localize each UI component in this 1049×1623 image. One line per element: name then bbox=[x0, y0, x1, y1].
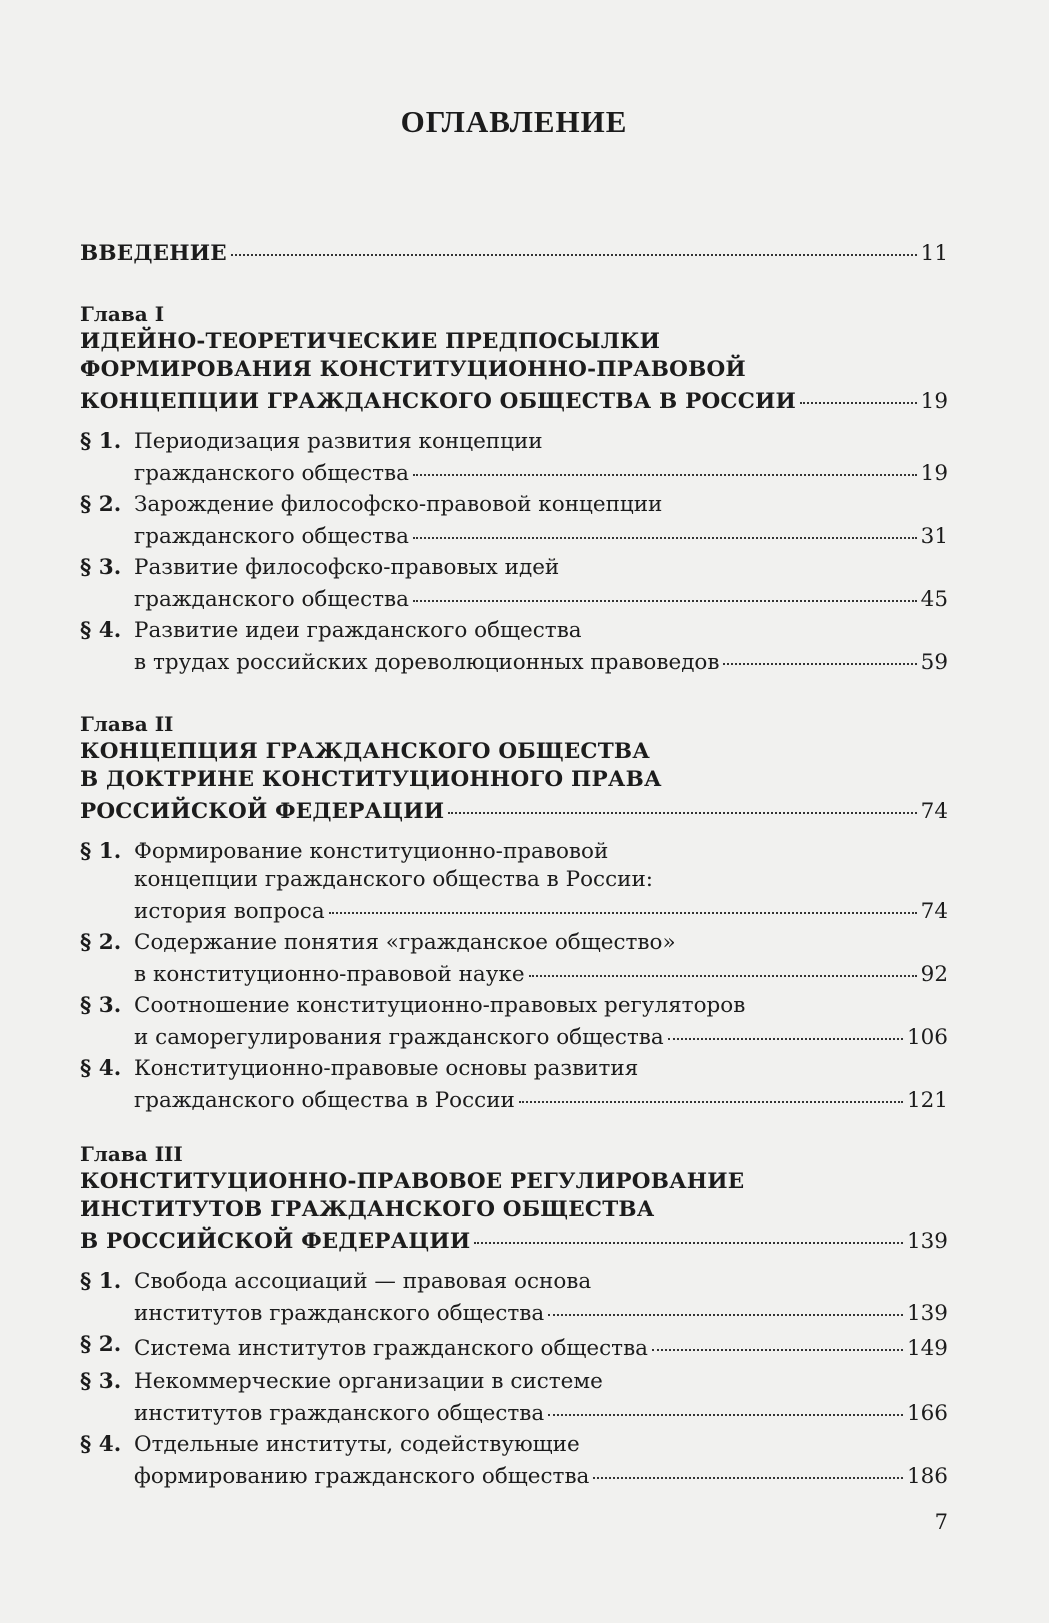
dot-leader bbox=[413, 515, 917, 539]
chapter-page: 19 bbox=[920, 389, 948, 414]
section-page: 186 bbox=[906, 1464, 948, 1489]
section-title-line: в трудах российских дореволюционных правоведов bbox=[134, 650, 720, 675]
dot-leader bbox=[519, 1079, 903, 1103]
toc-intro[interactable] bbox=[80, 236, 948, 268]
section-title-line: гражданского общества bbox=[134, 524, 409, 549]
section-page: 31 bbox=[920, 524, 948, 549]
chapter-2[interactable] bbox=[80, 710, 948, 826]
section-title-line: Соотношение конституционно-правовых регуляторов bbox=[134, 993, 746, 1018]
chapter-page: 74 bbox=[920, 799, 948, 824]
dot-leader bbox=[529, 953, 917, 977]
section-title-line: Система институтов гражданского общества bbox=[134, 1336, 648, 1361]
section-page: 59 bbox=[920, 650, 948, 675]
section-title-line: Развитие философско-правовых идей bbox=[134, 555, 560, 580]
chapter-title-line: ИНСТИТУТОВ ГРАЖДАНСКОГО ОБЩЕСТВА bbox=[80, 1197, 655, 1222]
section-number: § 4. bbox=[80, 1432, 122, 1457]
chapter-title-line: ФОРМИРОВАНИЯ КОНСТИТУЦИОННО-ПРАВОВОЙ bbox=[80, 357, 746, 382]
section-number: § 2. bbox=[80, 1332, 122, 1357]
chapter-label: Глава III bbox=[80, 1142, 183, 1166]
section-title-line: Периодизация развития концепции bbox=[134, 429, 543, 454]
section-title-line: формированию гражданского общества bbox=[134, 1464, 590, 1489]
dot-leader bbox=[548, 1392, 903, 1416]
section-title-line: институтов гражданского общества bbox=[134, 1401, 545, 1426]
dot-leader bbox=[723, 641, 916, 665]
section-title-line: Содержание понятия «гражданское общество» bbox=[134, 930, 676, 955]
section-2-4[interactable] bbox=[80, 1055, 948, 1115]
chapter-title-line: ИДЕЙНО-ТЕОРЕТИЧЕСКИЕ ПРЕДПОСЫЛКИ bbox=[80, 329, 661, 354]
section-number: § 3. bbox=[80, 1369, 122, 1394]
section-1-2[interactable] bbox=[80, 491, 948, 551]
chapter-title-line: КОНЦЕПЦИИ ГРАЖДАНСКОГО ОБЩЕСТВА В РОССИИ bbox=[80, 389, 797, 414]
section-title-line: Отдельные институты, содействующие bbox=[134, 1432, 580, 1457]
section-number: § 4. bbox=[80, 618, 122, 643]
section-number: § 4. bbox=[80, 1056, 122, 1081]
section-3-3[interactable] bbox=[80, 1368, 948, 1428]
chapter-page: 139 bbox=[906, 1229, 948, 1254]
chapter-title-line: КОНСТИТУЦИОННО-ПРАВОВОЕ РЕГУЛИРОВАНИЕ bbox=[80, 1169, 745, 1194]
intro-page: 11 bbox=[920, 241, 948, 266]
section-title-line: и саморегулирования гражданского общества bbox=[134, 1025, 664, 1050]
section-title-line: в конституционно-правовой науке bbox=[134, 962, 525, 987]
chapter-title-line: РОССИЙСКОЙ ФЕДЕРАЦИИ bbox=[80, 799, 445, 824]
section-page: 149 bbox=[906, 1336, 948, 1361]
dot-leader bbox=[548, 1292, 903, 1316]
section-page: 121 bbox=[906, 1088, 948, 1113]
section-number: § 2. bbox=[80, 492, 122, 517]
chapter-3[interactable] bbox=[80, 1140, 948, 1256]
page-number: 7 bbox=[934, 1510, 948, 1534]
section-2-3[interactable] bbox=[80, 992, 948, 1052]
intro-label: ВВЕДЕНИЕ bbox=[80, 241, 227, 266]
dot-leader bbox=[668, 1016, 903, 1040]
section-page: 92 bbox=[920, 962, 948, 987]
chapter-title-line: КОНЦЕПЦИЯ ГРАЖДАНСКОГО ОБЩЕСТВА bbox=[80, 739, 651, 764]
section-title-line: гражданского общества bbox=[134, 461, 409, 486]
chapter-label: Глава I bbox=[80, 302, 165, 326]
section-title-line: Зарождение философско-правовой концепции bbox=[134, 492, 663, 517]
section-number: § 2. bbox=[80, 930, 122, 955]
dot-leader bbox=[413, 452, 917, 476]
section-title-line: Свобода ассоциаций — правовая основа bbox=[134, 1269, 592, 1294]
section-number: § 1. bbox=[80, 429, 122, 454]
chapter-title-line: В РОССИЙСКОЙ ФЕДЕРАЦИИ bbox=[80, 1229, 471, 1254]
section-page: 19 bbox=[920, 461, 948, 486]
section-number: § 1. bbox=[80, 839, 122, 864]
section-page: 139 bbox=[906, 1301, 948, 1326]
section-number: § 1. bbox=[80, 1269, 122, 1294]
section-2-1[interactable] bbox=[80, 838, 948, 926]
toc-page bbox=[80, 0, 948, 1623]
dot-leader bbox=[329, 890, 917, 914]
dot-leader bbox=[652, 1327, 903, 1351]
section-number: § 3. bbox=[80, 993, 122, 1018]
section-title-line: Развитие идеи гражданского общества bbox=[134, 618, 582, 643]
section-2-2[interactable] bbox=[80, 929, 948, 989]
section-1-1[interactable] bbox=[80, 428, 948, 488]
chapter-label: Глава II bbox=[80, 712, 174, 736]
section-title-line: Некоммерческие организации в системе bbox=[134, 1369, 603, 1394]
section-title-line: институтов гражданского общества bbox=[134, 1301, 545, 1326]
section-page: 106 bbox=[906, 1025, 948, 1050]
dot-leader bbox=[413, 578, 917, 602]
section-3-4[interactable] bbox=[80, 1431, 948, 1491]
section-page: 166 bbox=[906, 1401, 948, 1426]
dot-leader bbox=[593, 1455, 903, 1479]
section-title-line: Конституционно-правовые основы развития bbox=[134, 1056, 639, 1081]
section-title-line: Формирование конституционно-правовой bbox=[134, 839, 609, 864]
section-title-line: гражданского общества в России bbox=[134, 1088, 515, 1113]
section-title-line: концепции гражданского общества в России: bbox=[134, 867, 654, 892]
dot-leader bbox=[448, 790, 916, 814]
section-title-line: гражданского общества bbox=[134, 587, 409, 612]
section-title-line: история вопроса bbox=[134, 899, 325, 924]
dot-leader bbox=[231, 232, 917, 256]
section-1-4[interactable] bbox=[80, 617, 948, 677]
section-3-1[interactable] bbox=[80, 1268, 948, 1328]
dot-leader bbox=[800, 380, 917, 404]
page-title: ОГЛАВЛЕНИЕ bbox=[400, 104, 628, 139]
section-3-2[interactable] bbox=[80, 1331, 948, 1363]
section-page: 45 bbox=[920, 587, 948, 612]
chapter-title-line: В ДОКТРИНЕ КОНСТИТУЦИОННОГО ПРАВА bbox=[80, 767, 662, 792]
section-number: § 3. bbox=[80, 555, 122, 580]
section-page: 74 bbox=[920, 899, 948, 924]
section-1-3[interactable] bbox=[80, 554, 948, 614]
chapter-1[interactable] bbox=[80, 300, 948, 416]
dot-leader bbox=[474, 1220, 903, 1244]
